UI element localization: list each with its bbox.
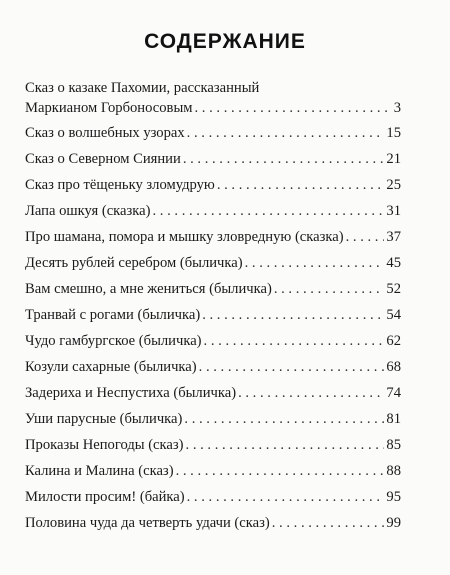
toc-entry <box>25 279 401 299</box>
toc-entry-page: 45 <box>386 255 401 271</box>
toc-entry <box>25 435 401 455</box>
toc-entry-title: Вам смешно, а мне жениться (быличка) <box>25 281 272 297</box>
toc-entry <box>25 513 401 533</box>
leader-dots <box>346 227 385 247</box>
toc-entry-page: 54 <box>386 307 401 323</box>
toc-entry <box>25 123 401 143</box>
toc-entry-page: 31 <box>386 203 401 219</box>
toc-entry-title: Сказ о волшебных узорах <box>25 125 185 141</box>
toc-entry <box>25 409 401 429</box>
toc-entry-title: Сказ про тёщеньку зломудрую <box>25 177 215 193</box>
toc-entry-title: Лапа ошкуя (сказка) <box>25 203 151 219</box>
toc-entry <box>25 78 401 118</box>
leader-dots <box>204 331 385 351</box>
toc-entry-page: 37 <box>386 229 401 245</box>
toc-entry-title: Маркианом Горбоносовым <box>25 100 193 116</box>
table-of-contents <box>25 78 401 539</box>
toc-entry <box>25 201 401 221</box>
leader-dots <box>176 461 385 481</box>
leader-dots <box>187 123 385 143</box>
toc-entry-title: Чудо гамбургское (быличка) <box>25 333 202 349</box>
toc-entry <box>25 227 401 247</box>
toc-entry-title: Уши парусные (быличка) <box>25 411 183 427</box>
leader-dots <box>184 409 384 429</box>
leader-dots <box>183 149 385 169</box>
leader-dots <box>245 253 385 273</box>
leader-dots <box>187 487 385 507</box>
toc-entry-page: 21 <box>386 151 401 167</box>
toc-entry <box>25 331 401 351</box>
toc-entry-page: 52 <box>386 281 401 297</box>
toc-entry-title: Транвай с рогами (быличка) <box>25 307 201 323</box>
toc-entry <box>25 149 401 169</box>
toc-entry-page: 81 <box>386 411 401 427</box>
toc-entry-title: Калина и Малина (сказ) <box>25 463 174 479</box>
toc-entry <box>25 305 401 325</box>
toc-entry-title: Козули сахарные (быличка) <box>25 359 197 375</box>
leader-dots <box>238 383 384 403</box>
toc-entry-title: Про шамана, помора и мышку зловредную (сказка) <box>25 229 344 245</box>
leader-dots <box>272 513 385 533</box>
leader-dots <box>186 435 385 455</box>
leader-dots <box>202 305 384 325</box>
toc-entry-title: Сказ о Северном Сиянии <box>25 151 181 167</box>
leader-dots <box>153 201 385 221</box>
toc-entry-page: 15 <box>386 125 401 141</box>
toc-entry-page: 88 <box>386 463 401 479</box>
page-title: СОДЕРЖАНИЕ <box>144 30 306 53</box>
toc-entry <box>25 487 401 507</box>
toc-entry-title: Проказы Непогоды (сказ) <box>25 437 184 453</box>
toc-entry-title: Задериха и Неспустиха (быличка) <box>25 385 237 401</box>
toc-entry <box>25 175 401 195</box>
toc-entry-page: 3 <box>393 100 401 116</box>
toc-entry-page: 25 <box>386 177 401 193</box>
toc-entry-page: 74 <box>386 385 401 401</box>
toc-entry <box>25 253 401 273</box>
leader-dots <box>199 357 385 377</box>
toc-entry-page: 99 <box>386 515 401 531</box>
toc-entry-page: 62 <box>386 333 401 349</box>
leader-dots <box>274 279 385 299</box>
toc-entry <box>25 383 401 403</box>
toc-entry-title: Милости просим! (байка) <box>25 489 185 505</box>
toc-entry-title-line1: Сказ о казаке Пахомии, рассказанный <box>25 80 260 96</box>
leader-dots <box>195 98 392 118</box>
toc-entry <box>25 357 401 377</box>
toc-entry-page: 85 <box>386 437 401 453</box>
toc-entry-page: 68 <box>386 359 401 375</box>
toc-entry-page: 95 <box>386 489 401 505</box>
toc-entry-title: Половина чуда да четверть удачи (сказ) <box>25 515 270 531</box>
toc-entry <box>25 461 401 481</box>
toc-entry-title: Десять рублей серебром (быличка) <box>25 255 243 271</box>
leader-dots <box>217 175 385 195</box>
